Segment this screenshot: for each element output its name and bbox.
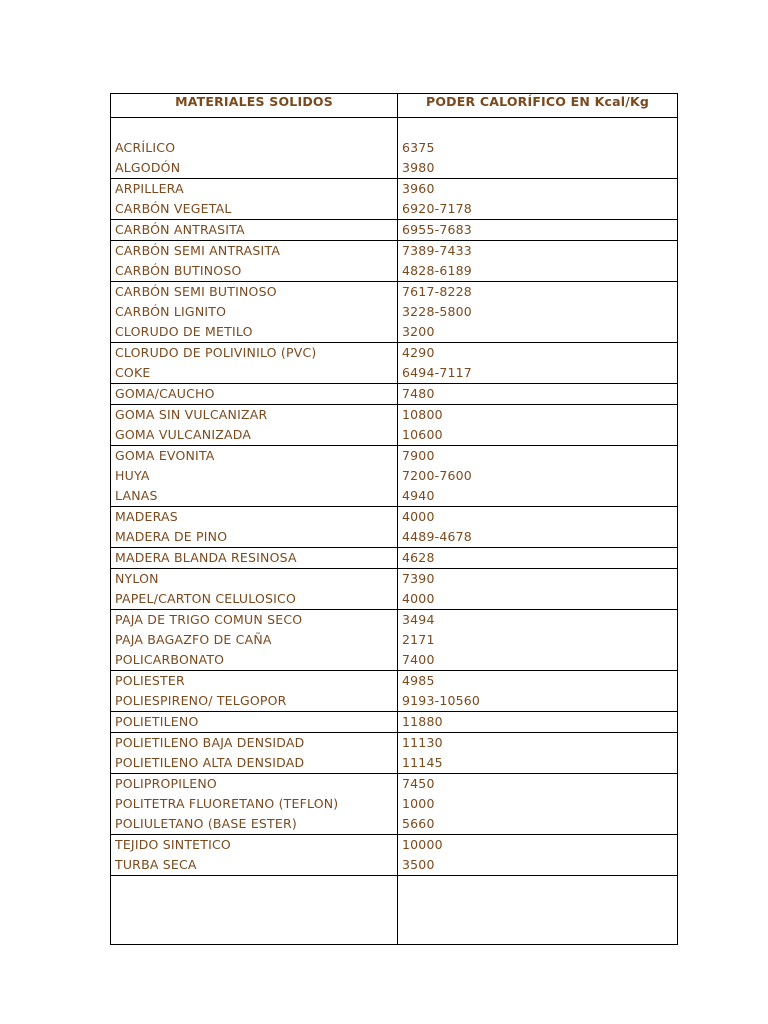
material-name: POLIESPIRENO/ TELGOPOR [115,693,287,708]
material-name: POLIESTER [115,673,185,688]
table-body [111,118,678,945]
table-row-group [111,569,678,610]
calorific-value: 6955-7683 [402,222,472,237]
materials-cell [111,343,398,384]
calorific-value: 4985 [402,673,435,688]
table-row-group [111,835,678,876]
materials-cell [111,282,398,343]
materials-cell [111,610,398,671]
table-row-group [111,733,678,774]
table-row-group [111,179,678,220]
material-name: GOMA EVONITA [115,448,215,463]
table-row-group [111,220,678,241]
table-row-group [111,405,678,446]
calorific-value: 4000 [402,591,435,606]
material-name: CLORUDO DE METILO [115,324,253,339]
table-row-group [111,671,678,712]
materials-cell [111,569,398,610]
material-name: ARPILLERA [115,181,184,196]
materials-cell [111,384,398,405]
header-row [111,94,678,118]
calorific-value-cell [398,569,678,610]
material-name: PAJA BAGAZFO DE CAÑA [115,632,272,647]
empty-materials-cell [111,876,398,945]
calorific-table [110,93,678,945]
calorific-value-cell [398,118,678,179]
table-row-group [111,343,678,384]
materials-cell [111,446,398,507]
calorific-value: 7900 [402,448,435,463]
material-name: POLIETILENO BAJA DENSIDAD [115,735,305,750]
table-row-group [111,241,678,282]
material-name: CARBÓN SEMI BUTINOSO [115,284,277,299]
materials-cell [111,405,398,446]
calorific-value: 6920-7178 [402,201,472,216]
material-name: CARBÓN VEGETAL [115,201,232,216]
material-name: POLICARBONATO [115,652,225,667]
calorific-value: 4628 [402,550,435,565]
materials-cell [111,712,398,733]
calorific-value-cell [398,241,678,282]
table-row-group [111,774,678,835]
calorific-value: 6375 [402,140,435,155]
calorific-value: 3980 [402,160,435,175]
calorific-value-cell [398,835,678,876]
material-name: POLIETILENO [115,714,199,729]
calorific-value: 4940 [402,488,435,503]
calorific-value: 7390 [402,571,435,586]
calorific-value: 3200 [402,324,435,339]
blank-line [111,118,397,138]
material-name: CLORUDO DE POLIVINILO (PVC) [115,345,317,360]
calorific-value: 7200-7600 [402,468,472,483]
calorific-value-cell [398,733,678,774]
material-name: COKE [115,365,151,380]
material-name: POLIPROPILENO [115,776,217,791]
calorific-value: 2171 [402,632,435,647]
calorific-value-cell [398,712,678,733]
table-row-group [111,384,678,405]
calorific-value: 7480 [402,386,435,401]
materials-cell [111,507,398,548]
material-name: CARBÓN SEMI ANTRASITA [115,243,281,258]
materials-cell [111,179,398,220]
calorific-value: 7450 [402,776,435,791]
calorific-value: 4489-4678 [402,529,472,544]
calorific-value: 10000 [402,837,443,852]
blank-line [398,118,677,138]
calorific-value-cell [398,548,678,569]
material-name: HUYA [115,468,150,483]
calorific-value: 4000 [402,509,435,524]
material-name: GOMA SIN VULCANIZAR [115,407,268,422]
calorific-value: 6494-7117 [402,365,472,380]
calorific-value: 9193-10560 [402,693,481,708]
material-name: POLITETRA FLUORETANO (TEFLON) [115,796,339,811]
materials-cell [111,118,398,179]
calorific-value-cell [398,343,678,384]
materials-cell [111,733,398,774]
material-name: MADERA BLANDA RESINOSA [115,550,297,565]
calorific-value: 3228-5800 [402,304,472,319]
calorific-value: 4290 [402,345,435,360]
material-name: GOMA VULCANIZADA [115,427,252,442]
table-row-group [111,446,678,507]
materials-cell [111,671,398,712]
calorific-value: 11880 [402,714,443,729]
table-row-group [111,548,678,569]
materials-cell [111,548,398,569]
table-row-group [111,282,678,343]
table-row-group [111,610,678,671]
materials-cell [111,241,398,282]
material-name: TURBA SECA [115,857,197,872]
calorific-value: 10600 [402,427,443,442]
calorific-value-cell [398,610,678,671]
material-name: POLIULETANO (BASE ESTER) [115,816,297,831]
material-name: CARBÓN ANTRASITA [115,222,245,237]
empty-value-cell [398,876,678,945]
calorific-value: 3960 [402,181,435,196]
materials-cell [111,220,398,241]
material-name: ACRÍLICO [115,140,176,155]
calorific-value: 7400 [402,652,435,667]
calorific-value: 7389-7433 [402,243,472,258]
calorific-value: 3500 [402,857,435,872]
material-name: CARBÓN LIGNITO [115,304,227,319]
calorific-value-cell [398,446,678,507]
calorific-value: 5660 [402,816,435,831]
calorific-value-cell [398,384,678,405]
material-name: TEJIDO SINTETICO [115,837,231,852]
calorific-value: 11145 [402,755,443,770]
calorific-value-cell [398,774,678,835]
calorific-value-cell [398,179,678,220]
material-name: POLIETILENO ALTA DENSIDAD [115,755,305,770]
calorific-value: 3494 [402,612,435,627]
calorific-value-cell [398,282,678,343]
calorific-value: 11130 [402,735,443,750]
empty-row [111,876,678,945]
calorific-value-cell [398,671,678,712]
material-name: CARBÓN BUTINOSO [115,263,242,278]
materials-cell [111,835,398,876]
calorific-value: 1000 [402,796,435,811]
table-row-group [111,712,678,733]
header-materials: MATERIALES SOLIDOS [111,94,398,118]
table-row-group [111,507,678,548]
material-name: MADERA DE PINO [115,529,228,544]
calorific-value-cell [398,405,678,446]
table-row-group [111,118,678,179]
header-calorific-power: PODER CALORÍFICO EN Kcal/Kg [398,94,678,118]
material-name: ALGODÓN [115,160,181,175]
calorific-value-cell [398,220,678,241]
material-name: GOMA/CAUCHO [115,386,215,401]
calorific-value-cell [398,507,678,548]
material-name: MADERAS [115,509,178,524]
material-name: PAPEL/CARTON CELULOSICO [115,591,297,606]
calorific-value: 10800 [402,407,443,422]
material-name: PAJA DE TRIGO COMUN SECO [115,612,303,627]
material-name: NYLON [115,571,159,586]
material-name: LANAS [115,488,158,503]
calorific-value: 7617-8228 [402,284,472,299]
calorific-value: 4828-6189 [402,263,472,278]
materials-cell [111,774,398,835]
